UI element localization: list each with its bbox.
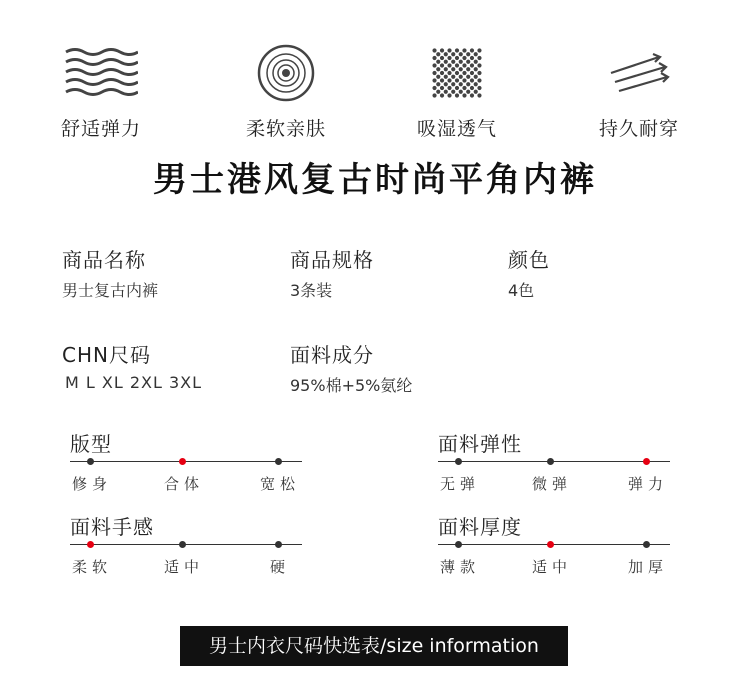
scale-dot-selected bbox=[547, 541, 554, 548]
feature-breathable bbox=[387, 40, 527, 141]
scale-tick-label: 适中 bbox=[531, 558, 572, 576]
scale-label: 版型 bbox=[70, 432, 112, 456]
color-value: 4色 bbox=[508, 281, 535, 300]
arrows-icon bbox=[569, 40, 709, 106]
scale-tick-label: 加厚 bbox=[627, 558, 668, 576]
scale-dot bbox=[643, 541, 650, 548]
wave-lines-icon bbox=[31, 40, 171, 106]
feature-label: 吸湿透气 bbox=[416, 118, 497, 140]
scale-dot bbox=[275, 458, 282, 465]
scale-dot-selected bbox=[643, 458, 650, 465]
scale-tick-label: 宽松 bbox=[259, 475, 300, 493]
feature-comfort-stretch bbox=[31, 40, 171, 141]
fabric-label: 面料成分 bbox=[290, 343, 374, 367]
scale-tick-label: 微弹 bbox=[531, 475, 572, 493]
scale-tick-label: 硬 bbox=[269, 558, 290, 576]
scale-tick-label: 修身 bbox=[71, 475, 112, 493]
scale-dot bbox=[455, 541, 462, 548]
scale-dot bbox=[455, 458, 462, 465]
scale-line bbox=[438, 461, 670, 462]
scale-line bbox=[438, 544, 670, 545]
spec-label: 商品规格 bbox=[290, 248, 374, 272]
dot-diamond-icon bbox=[387, 40, 527, 106]
scale-dot bbox=[179, 541, 186, 548]
scale-tick-label: 适中 bbox=[163, 558, 204, 576]
size-value: M L XL 2XL 3XL bbox=[65, 373, 203, 392]
scale-dot-selected bbox=[87, 541, 94, 548]
scale-line bbox=[70, 544, 302, 545]
scale-label: 面料弹性 bbox=[438, 432, 522, 456]
scale-label: 面料厚度 bbox=[438, 515, 522, 539]
scale-dot bbox=[87, 458, 94, 465]
spec-value: 3条装 bbox=[290, 281, 333, 300]
name-value: 男士复古内裤 bbox=[62, 281, 159, 300]
fabric-value: 95%棉+5%氨纶 bbox=[290, 376, 413, 395]
scale-tick-label: 弹力 bbox=[627, 475, 668, 493]
product-title: 男士港风复古时尚平角内裤 bbox=[153, 160, 597, 200]
scale-tick-label: 薄款 bbox=[439, 558, 480, 576]
feature-label: 柔软亲肤 bbox=[245, 118, 326, 140]
scale-label: 面料手感 bbox=[70, 515, 154, 539]
feature-durable bbox=[569, 40, 709, 141]
size-info-banner: 男士内衣尺码快选表/size information bbox=[180, 626, 568, 666]
size-label: CHN尺码 bbox=[62, 343, 151, 367]
scale-tick-label: 无弹 bbox=[439, 475, 480, 493]
feature-label: 舒适弹力 bbox=[60, 118, 141, 140]
scale-line bbox=[70, 461, 302, 462]
color-label: 颜色 bbox=[508, 248, 550, 272]
scale-dot-selected bbox=[179, 458, 186, 465]
scale-tick-label: 柔软 bbox=[71, 558, 112, 576]
scale-tick-label: 合体 bbox=[163, 475, 204, 493]
concentric-circles-icon bbox=[216, 40, 356, 106]
feature-soft-skin bbox=[216, 40, 356, 141]
scale-dot bbox=[275, 541, 282, 548]
feature-label: 持久耐穿 bbox=[598, 118, 679, 140]
name-label: 商品名称 bbox=[62, 248, 146, 272]
scale-dot bbox=[547, 458, 554, 465]
